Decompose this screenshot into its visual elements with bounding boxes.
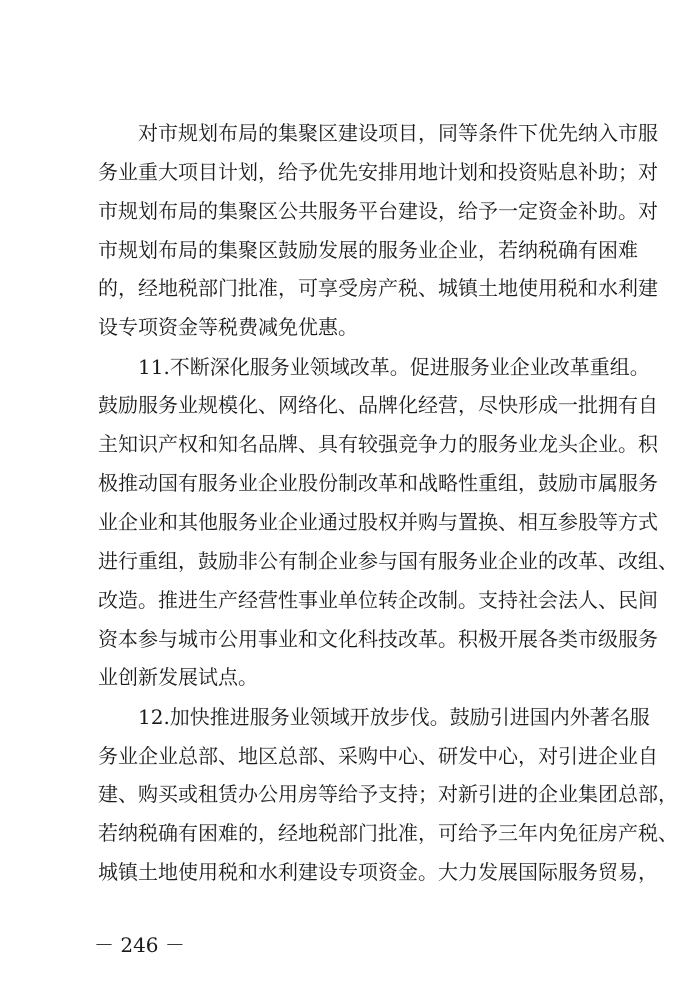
text-line: 进行重组，鼓励非公有制企业参与国有服务业企业的改革、改组、 — [98, 549, 678, 573]
text-line: 若纳税确有困难的，经地税部门批准，可给予三年内免征房产税、 — [98, 821, 678, 845]
text-line: 鼓励服务业规模化、网络化、品牌化经营，尽快形成一批拥有自 — [98, 393, 658, 417]
text-line: 业企业和其他服务业企业通过股权并购与置换、相互参股等方式 — [98, 510, 658, 534]
text-line: 12.加快推进服务业领域开放步伐。鼓励引进国内外著名服 — [98, 705, 650, 729]
text-line: 的，经地税部门批准，可享受房产税、城镇土地使用税和水利建 — [98, 276, 658, 300]
text-line: 资本参与城市公用事业和文化科技改革。积极开展各类市级服务 — [98, 627, 658, 651]
text-line: 主知识产权和知名品牌、具有较强竞争力的服务业龙头企业。积 — [98, 432, 658, 456]
text-line: 市规划布局的集聚区鼓励发展的服务业企业，若纳税确有困难 — [98, 238, 638, 262]
text-line: 城镇土地使用税和水利建设专项资金。大力发展国际服务贸易， — [98, 860, 658, 884]
text-line: 建、购买或租赁办公用房等给予支持；对新引进的企业集团总部， — [98, 782, 678, 806]
text-line: 改造。推进生产经营性事业单位转企改制。支持社会法人、民间 — [98, 588, 658, 612]
text-line: 务业重大项目计划，给予优先安排用地计划和投资贴息补助；对 — [98, 160, 658, 184]
text-line: 市规划布局的集聚区公共服务平台建设，给予一定资金补助。对 — [98, 199, 658, 223]
text-line: 业创新发展试点。 — [98, 665, 258, 689]
text-line: 设专项资金等税费减免优惠。 — [98, 315, 358, 339]
text-line: 11.不断深化服务业领域改革。促进服务业企业改革重组。 — [98, 355, 650, 379]
text-line: 务业企业总部、地区总部、采购中心、研发中心，对引进企业自 — [98, 744, 658, 768]
text-line: 对市规划布局的集聚区建设项目，同等条件下优先纳入市服 — [98, 121, 658, 145]
page-number: － 246 － — [94, 933, 185, 957]
text-line: 极推动国有服务业企业股份制改革和战略性重组，鼓励市属服务 — [98, 471, 658, 495]
